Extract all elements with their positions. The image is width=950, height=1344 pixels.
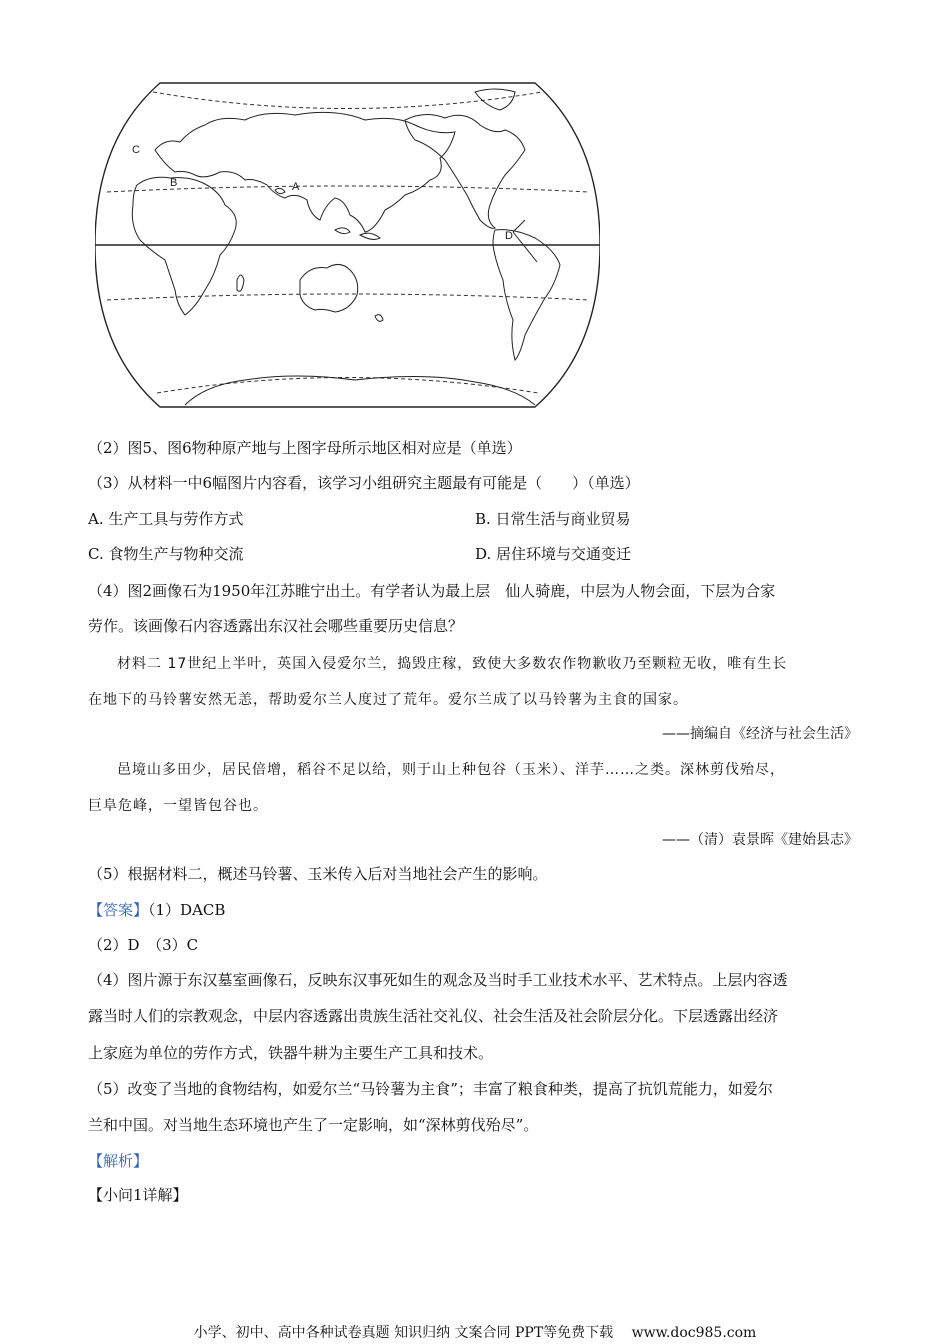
option-a: A. 生产工具与劳作方式 (88, 510, 244, 528)
map-label-c: C (132, 144, 140, 156)
answer-5-line-1: （5）改变了当地的食物结构，如爱尔兰“马铃薯为主食”；丰富了粮食种类，提高了抗饥荒能力，如爱尔 (88, 1080, 773, 1098)
answer-2-3: （2）D （3）C (88, 936, 199, 954)
option-b: B. 日常生活与商业贸易 (475, 510, 631, 528)
answer-4-line-3: 上家庭为单位的劳作方式，铁器牛耕为主要生产工具和技术。 (88, 1044, 494, 1062)
tropic-cancer (107, 186, 589, 192)
australia-outline (300, 264, 358, 312)
analysis-label: 【解析】 (88, 1152, 149, 1170)
antarctic-circle (157, 378, 538, 394)
footer-text: 小学、初中、高中各种试卷真题 知识归纳 文案合同 PPT等免费下载 www.doc985.com (193, 1325, 757, 1341)
map-label-d: D (505, 230, 513, 242)
answer-row (88, 899, 225, 921)
eurasia-outline (155, 112, 455, 232)
africa-outline (132, 177, 236, 315)
question-2: （2）图5、图6物种原产地与上图字母所示地区相对应是（单选） (88, 439, 522, 457)
answer-1: （1）DACB (148, 901, 226, 919)
map-label-b: B (170, 177, 178, 189)
material-2-line-1: 材料二 17世纪上半叶，英国入侵爱尔兰，捣毁庄稼，致使大多数农作物歉收乃至颗粒无收，唯有生长 (117, 656, 788, 672)
question-4-line-1: （4）图2画像石为1950年江苏睢宁出土。有学者认为最上层 仙人骑鹿，中层为人物会面，下层为合家 (88, 582, 776, 600)
quote-source: ——（清）袁景晖《建始县志》 (662, 832, 858, 848)
quote-line-2: 巨阜危峰，一望皆包谷也。 (88, 798, 268, 814)
antarctica-outline (185, 376, 535, 405)
question-5: （5）根据材料二，概述马铃薯、玉米传入后对当地社会产生的影响。 (88, 865, 548, 883)
sub-question-1-heading: 【小问1详解】 (88, 1186, 188, 1204)
quote-line-1: 邑境山多田少，居民倍增，稻谷不足以给，则于山上种包谷（玉米）、洋芋……之类。深林剪伐殆尽， (117, 762, 785, 778)
answer-4-line-2: 露当时人们的宗教观念，中层内容透露出贵族生活社交礼仪、社会生活及社会阶层分化。下层透露出经济 (88, 1007, 779, 1025)
tropic-capricorn (107, 294, 589, 300)
question-4-line-2: 劳作。该画像石内容透露出东汉社会哪些重要历史信息？ (88, 617, 464, 635)
question-3: （3）从材料一中6幅图片内容看，该学习小组研究主题最有可能是（ ）（单选） (88, 474, 640, 492)
material-2-line-2: 在地下的马铃薯安然无恙，帮助爱尔兰人度过了荒年。爱尔兰成了以马铃薯为主食的国家。 (88, 692, 688, 708)
north-america-outline (405, 114, 525, 228)
world-map (95, 80, 600, 410)
answer-4-line-1: （4）图片源于东汉墓室画像石，反映东汉事死如生的观念及当时手工业技术水平、艺术特点。上层内容透 (88, 971, 788, 989)
answer-5-line-2: 兰和中国。对当地生态环境也产生了一定影响，如“深林剪伐殆尽”。 (88, 1116, 539, 1134)
material-2-source: ——摘编自《经济与社会生活》 (662, 726, 858, 742)
map-label-a: A (292, 181, 300, 193)
option-d: D. 居住环境与交通变迁 (475, 545, 632, 563)
option-c: C. 食物生产与物种交流 (88, 545, 244, 563)
arctic-circle (153, 92, 542, 109)
answer-label: 【答案】 (88, 901, 149, 919)
